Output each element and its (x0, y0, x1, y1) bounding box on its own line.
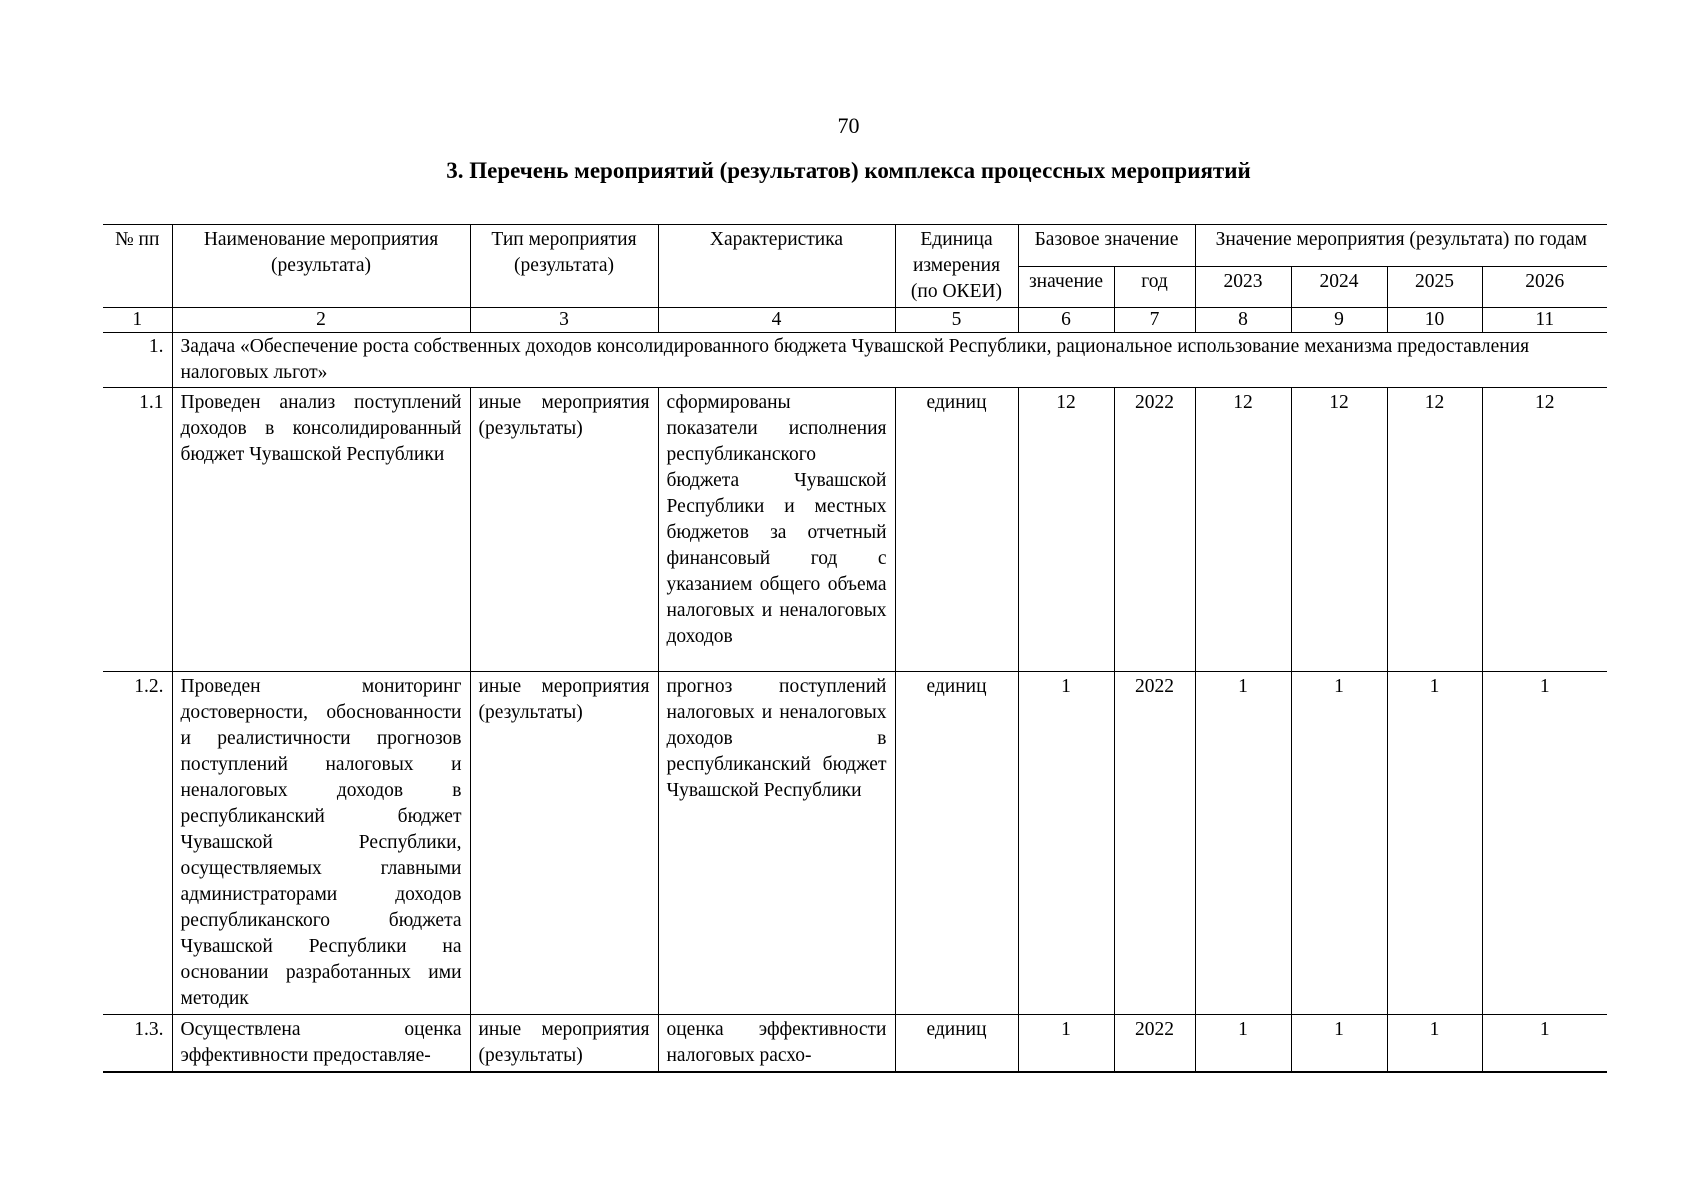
row-value-2023: 12 (1195, 388, 1291, 672)
column-number: 2 (172, 308, 470, 333)
row-value-2024: 1 (1291, 672, 1387, 1015)
task-row (103, 333, 1607, 388)
row-characteristic: сформированы показатели исполнения республиканского бюджета Чувашской Республики и местных бюджетов за отчетный финансовый год с указанием общего объема налоговых и неналоговых доходов (658, 388, 895, 672)
task-text: Задача «Обеспечение роста собственных доходов консолидированного бюджета Чувашской Республики, рациональное использование механизма предоставления налоговых льгот» (172, 333, 1607, 388)
header-num: № пп (103, 225, 172, 308)
header-year-2026: 2026 (1482, 266, 1607, 308)
page-title: 3. Перечень мероприятий (результатов) комплекса процессных мероприятий (446, 158, 1251, 183)
column-number: 5 (895, 308, 1018, 333)
table-row (103, 1015, 1607, 1073)
header-year-2024: 2024 (1291, 266, 1387, 308)
task-num: 1. (103, 333, 172, 388)
row-unit: единиц (895, 388, 1018, 672)
table-row (103, 672, 1607, 1015)
column-number: 4 (658, 308, 895, 333)
row-type: иные мероприятия (результаты) (470, 1015, 658, 1073)
row-value-2025: 1 (1387, 1015, 1482, 1073)
row-value-2026: 1 (1482, 1015, 1607, 1073)
column-number: 8 (1195, 308, 1291, 333)
measures-table (103, 224, 1607, 1073)
row-name: Проведен анализ поступлений доходов в консолидированный бюджет Чувашской Республики (172, 388, 470, 672)
row-base-year: 2022 (1114, 388, 1195, 672)
row-type: иные мероприятия (результаты) (470, 388, 658, 672)
header-year-2023: 2023 (1195, 266, 1291, 308)
row-base-value: 1 (1018, 672, 1114, 1015)
row-name: Проведен мониторинг достоверности, обоснованности и реалистичности прогнозов поступлений налоговых и неналоговых доходов в республиканский бюджет Чувашской Республики, осуществляемых главными администраторами доходов республиканского бюджета Чувашской Республики на основании разработанных ими методик (172, 672, 470, 1015)
row-unit: единиц (895, 672, 1018, 1015)
column-number: 3 (470, 308, 658, 333)
column-number: 9 (1291, 308, 1387, 333)
row-value-2024: 12 (1291, 388, 1387, 672)
row-base-value: 1 (1018, 1015, 1114, 1073)
column-number: 1 (103, 308, 172, 333)
header-row (103, 225, 1607, 267)
row-base-value: 12 (1018, 388, 1114, 672)
header-type: Тип мероприятия (результата) (470, 225, 658, 308)
header-unit: Единица измерения (по ОКЕИ) (895, 225, 1018, 308)
header-base-value-group: Базовое значение (1018, 225, 1195, 267)
header-base-value: значение (1018, 266, 1114, 308)
row-value-2025: 12 (1387, 388, 1482, 672)
row-num: 1.2. (103, 672, 172, 1015)
table-row (103, 388, 1607, 672)
row-value-2023: 1 (1195, 1015, 1291, 1073)
row-characteristic: прогноз поступлений налоговых и неналоговых доходов в республиканский бюджет Чувашской Республики (658, 672, 895, 1015)
header-base-year: год (1114, 266, 1195, 308)
row-value-2026: 12 (1482, 388, 1607, 672)
page-number: 70 (837, 113, 860, 138)
header-characteristic: Характеристика (658, 225, 895, 308)
header-name: Наименование мероприятия (результата) (172, 225, 470, 308)
column-number: 10 (1387, 308, 1482, 333)
row-value-2023: 1 (1195, 672, 1291, 1015)
header-values-group: Значение мероприятия (результата) по годам (1195, 225, 1607, 267)
column-number: 7 (1114, 308, 1195, 333)
row-unit: единиц (895, 1015, 1018, 1073)
column-number: 11 (1482, 308, 1607, 333)
row-num: 1.1 (103, 388, 172, 672)
row-characteristic: оценка эффективности налоговых расхо- (658, 1015, 895, 1073)
row-base-year: 2022 (1114, 1015, 1195, 1073)
column-number-row (103, 308, 1607, 333)
row-name: Осуществлена оценка эффективности предоставляе- (172, 1015, 470, 1073)
row-base-year: 2022 (1114, 672, 1195, 1015)
row-num: 1.3. (103, 1015, 172, 1073)
row-value-2026: 1 (1482, 672, 1607, 1015)
row-value-2024: 1 (1291, 1015, 1387, 1073)
header-year-2025: 2025 (1387, 266, 1482, 308)
row-type: иные мероприятия (результаты) (470, 672, 658, 1015)
column-number: 6 (1018, 308, 1114, 333)
row-value-2025: 1 (1387, 672, 1482, 1015)
